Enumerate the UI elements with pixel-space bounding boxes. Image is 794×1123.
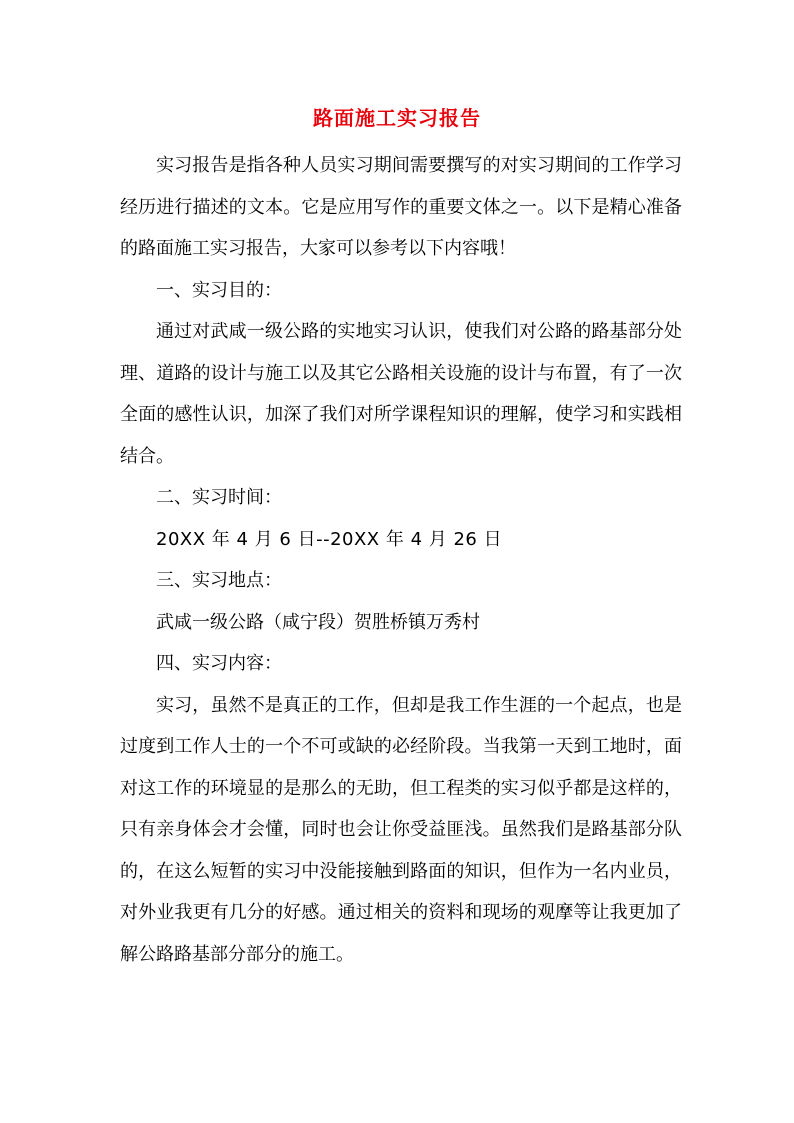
section-1-heading: 一、实习目的： <box>156 279 282 301</box>
page-title: 路面施工实习报告 <box>313 106 481 130</box>
document-body <box>120 145 682 975</box>
section-4-heading: 四、实习内容： <box>156 653 282 674</box>
section-4-text: 实习，虽然不是真正的工作，但却是我工作生涯的一个起点，也是过度到工作人士的一个不可或缺的必经阶段。当我第一天到工地时，面对这工作的环境显的是那么的无助，但工程类的实习似乎都是这样的，只有亲身体会才会懂，同时也会让你受益匪浅。虽然我们是路基部分队的，在这么短暂的实习中没能接触到路面的知识，但作为一名内业员，对外业我更有几分的好感。通过相关的资料和现场的观摩等让我更加了解公路路基部分部分的施工。 <box>120 694 682 965</box>
section-1-text: 通过对武咸一级公路的实地实习认识，使我们对公路的路基部分处理、道路的设计与施工以及其它公路相关设施的设计与布置，有了一次全面的感性认识，加深了我们对所学课程知识的理解，使学习和实践相结合。 <box>120 321 682 467</box>
intro-paragraph: 实习报告是指各种人员实习期间需要撰写的对实习期间的工作学习经历进行描述的文本。它是应用写作的重要文体之一。以下是精心准备的路面施工实习报告，大家可以参考以下内容哦！ <box>120 155 682 259</box>
section-3-heading: 三、实习地点： <box>156 570 282 591</box>
section-2-heading: 二、实习时间： <box>156 487 282 508</box>
section-3-text: 武咸一级公路（咸宁段）贺胜桥镇万秀村 <box>156 611 480 633</box>
section-2-text: 20XX 年 4 月 6 日--20XX 年 4 月 26 日 <box>156 528 503 550</box>
